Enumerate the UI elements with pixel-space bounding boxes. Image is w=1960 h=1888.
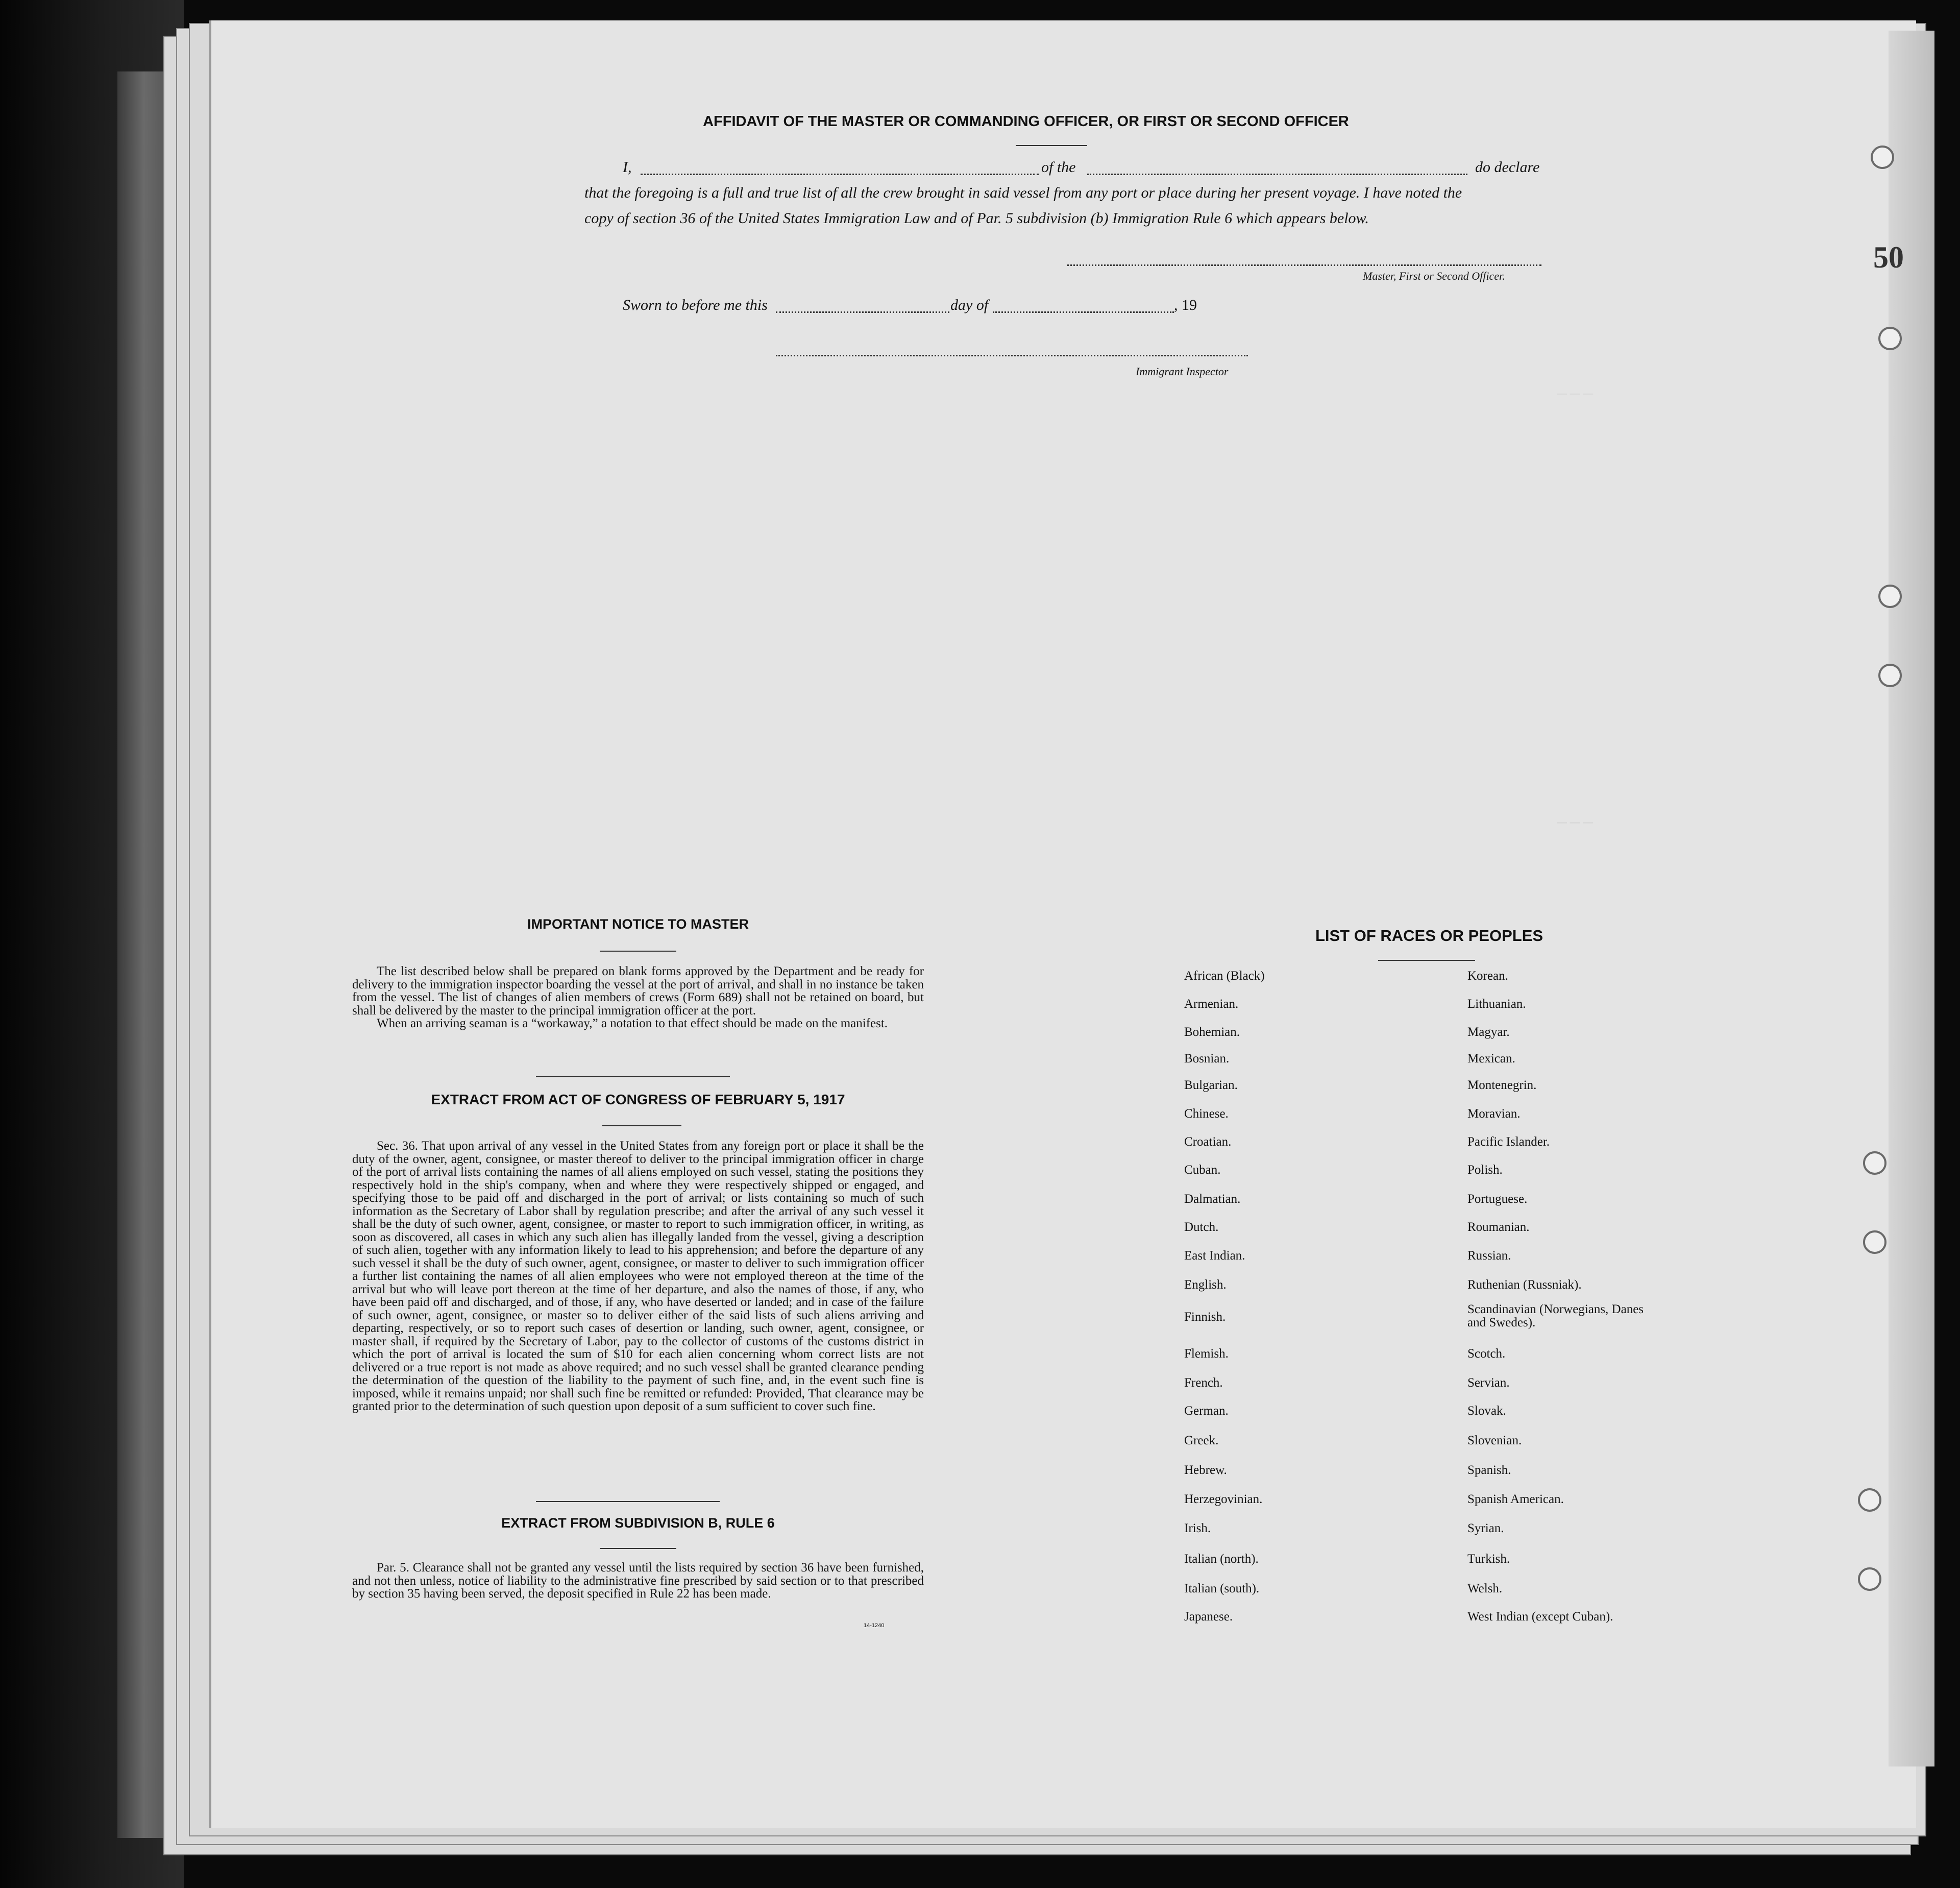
- punch-hole: [1863, 1230, 1886, 1254]
- race-entry: Japanese.: [1184, 1610, 1233, 1624]
- sworn-month-line[interactable]: [993, 311, 1174, 313]
- divider: [536, 1501, 720, 1502]
- race-entry: Hebrew.: [1184, 1463, 1227, 1477]
- races-right-column: [1467, 969, 1723, 1633]
- race-entry: Greek.: [1184, 1434, 1219, 1447]
- act-extract-title: EXTRACT FROM ACT OF CONGRESS OF FEBRUARY 5, 1917: [431, 1092, 845, 1107]
- race-entry: Pacific Islander.: [1467, 1135, 1550, 1149]
- punch-hole: [1878, 664, 1902, 687]
- bleed-through-mark: — — —: [1557, 817, 1594, 828]
- race-entry: Armenian.: [1184, 997, 1239, 1011]
- form-code: 14-1240: [864, 1623, 885, 1629]
- rule-extract-title: EXTRACT FROM SUBDIVISION B, RULE 6: [501, 1515, 775, 1531]
- punch-hole: [1878, 327, 1902, 350]
- race-entry: German.: [1184, 1404, 1229, 1418]
- race-entry: Magyar.: [1467, 1025, 1510, 1039]
- race-entry: Roumanian.: [1467, 1220, 1530, 1234]
- notice-title: IMPORTANT NOTICE TO MASTER: [527, 916, 749, 932]
- affidavit-text-line-3: copy of section 36 of the United States Immigration Law and of Par. 5 subdivision (b) Immigration Rule 6 which appears below.: [584, 210, 1369, 227]
- inspector-caption: Immigrant Inspector: [1136, 365, 1229, 378]
- margin-page-number: 50: [1873, 240, 1904, 274]
- page-fold: [1889, 31, 1934, 1766]
- rule-paragraph-5-text: Par. 5. Clearance shall not be granted any vessel until the lists required by section 36 have been furnished, and not then unless, notice of liability to the administrative fine prescribed by said section or to that prescribed by section 35 having been served, the deposit specified in Rule 22 has been made.: [352, 1561, 924, 1601]
- affidavit-do-declare-label: do declare: [1475, 159, 1540, 176]
- sworn-year-label: , 19: [1174, 297, 1197, 313]
- race-entry: Irish.: [1184, 1521, 1211, 1535]
- race-entry: Ruthenian (Russniak).: [1467, 1278, 1582, 1292]
- race-entry: French.: [1184, 1376, 1223, 1390]
- races-title: LIST OF RACES OR PEOPLES: [1315, 927, 1544, 945]
- race-entry: Dutch.: [1184, 1220, 1219, 1234]
- affidavit-of-the-label: of the: [1041, 159, 1076, 176]
- name-field-line[interactable]: [641, 174, 1039, 175]
- race-entry: Italian (north).: [1184, 1552, 1259, 1566]
- race-entry: Polish.: [1467, 1163, 1503, 1177]
- race-entry: Syrian.: [1467, 1521, 1504, 1535]
- punch-hole: [1871, 146, 1894, 169]
- sworn-day-of-label: day of: [950, 297, 989, 313]
- race-entry: Mexican.: [1467, 1052, 1515, 1066]
- divider: [600, 1548, 676, 1549]
- race-entry: Korean.: [1467, 969, 1508, 983]
- divider: [1378, 960, 1475, 961]
- race-entry: Flemish.: [1184, 1347, 1229, 1361]
- race-entry: Croatian.: [1184, 1135, 1232, 1149]
- race-entry: Bosnian.: [1184, 1052, 1230, 1066]
- race-entry: Herzegovinian.: [1184, 1492, 1263, 1506]
- race-entry: Cuban.: [1184, 1163, 1221, 1177]
- race-entry: Montenegrin.: [1467, 1078, 1537, 1092]
- punch-hole: [1878, 585, 1902, 608]
- race-entry: Bohemian.: [1184, 1025, 1240, 1039]
- punch-hole: [1858, 1488, 1881, 1512]
- divider: [602, 1125, 681, 1126]
- race-entry: Italian (south).: [1184, 1582, 1260, 1595]
- race-entry: Slovak.: [1467, 1404, 1506, 1418]
- race-entry: Slovenian.: [1467, 1434, 1522, 1447]
- affidavit-i-label: I,: [623, 159, 632, 176]
- divider: [536, 1076, 730, 1077]
- notice-body: [352, 965, 924, 1030]
- race-entry: English.: [1184, 1278, 1227, 1292]
- race-entry: African (Black): [1184, 969, 1265, 983]
- sworn-day-line[interactable]: [776, 311, 949, 313]
- race-entry: Moravian.: [1467, 1107, 1521, 1121]
- punch-hole: [1858, 1567, 1881, 1591]
- race-entry: Russian.: [1467, 1249, 1511, 1263]
- divider: [1016, 145, 1087, 146]
- master-signature-line[interactable]: [1067, 264, 1541, 266]
- affidavit-text-line-2: that the foregoing is a full and true list of all the crew brought in said vessel from any port or place during her present voyage. I have noted the: [584, 184, 1462, 201]
- race-entry: Spanish American.: [1467, 1492, 1564, 1506]
- rule-extract-body: [352, 1561, 924, 1601]
- race-entry: East Indian.: [1184, 1249, 1245, 1263]
- race-entry: Finnish.: [1184, 1310, 1226, 1324]
- race-entry: Bulgarian.: [1184, 1078, 1238, 1092]
- master-signature-caption: Master, First or Second Officer.: [1363, 270, 1505, 282]
- race-entry: Chinese.: [1184, 1107, 1229, 1121]
- race-entry: Scotch.: [1467, 1347, 1506, 1361]
- notice-paragraph: When an arriving seaman is a “workaway,” a notation to that effect should be made on the manifest.: [377, 1016, 888, 1030]
- race-entry: Turkish.: [1467, 1552, 1510, 1566]
- act-extract-body: [352, 1140, 924, 1413]
- punch-hole: [1863, 1151, 1886, 1175]
- race-entry: Spanish.: [1467, 1463, 1511, 1477]
- race-entry: Lithuanian.: [1467, 997, 1526, 1011]
- races-left-column: [1184, 969, 1439, 1633]
- race-entry: Dalmatian.: [1184, 1192, 1241, 1206]
- race-entry: Servian.: [1467, 1376, 1510, 1390]
- vessel-field-line[interactable]: [1087, 174, 1467, 175]
- race-entry: Portuguese.: [1467, 1192, 1528, 1206]
- race-entry: West Indian (except Cuban).: [1467, 1610, 1613, 1624]
- notice-paragraph: The list described below shall be prepared on blank forms approved by the Department and be ready for delivery to the immigration inspector boarding the vessel at the port of arrival, and shall in no instance be taken from the vessel. The list of changes of alien members of crews (Form 689) shall not be retained on board, but shall be delivered by the master to the principal immigration officer at the port.: [352, 964, 924, 1018]
- race-entry: Welsh.: [1467, 1582, 1503, 1595]
- act-section-36-text: Sec. 36. That upon arrival of any vessel in the United States from any foreign port or place it shall be the duty of the owner, agent, consignee, or master thereof to deliver to the principal immigration officer in charge of the port of arrival lists containing the names of all aliens employed on such vessel, stating the positions they respectively hold in the ship's company, when and where they were respectively shipped or engaged, and specifying those to be paid off and discharged in the port of arrival; or lists containing so much of such information as the Secretary of Labor shall by regulation prescribe; and after the arrival of any such vessel it shall be the duty of such owner, agent, consignee, or master to report to such immigration officer, in writing, as soon as discovered, all cases in which any such alien has illegally landed from the vessel, giving a description of such alien, together with any information likely to lead to his apprehension; and before the departure of any such vessel it shall be the duty of such owner, agent, consignee, or master to deliver to such immigration officer a further list containing the names of all alien employees who were not employed thereon at the time of the arrival but who will leave port thereon at the time of her departure, and also the names of those, if any, who have been paid off and discharged, and of those, if any, who have deserted or landed; and in case of the failure of such owner, agent, consignee, or master so to deliver either of the said lists of such aliens arriving and departing, respectively, or so to report such cases of desertion or landing, such owner, agent, consignee, or master shall, if required by the Secretary of Labor, pay to the collector of customs of the customs district in which the port of arrival is located the sum of $10 for each alien concerning whom correct lists are not delivered or a true report is not made as above required; and no such vessel shall be granted clearance pending the determination of the question of the liability to the payment of such fine, and, in the event such fine is imposed, while it remains unpaid; nor shall such fine be remitted or refunded: Provided, That clearance may be granted prior to the determination of such question upon deposit of a sum sufficient to cover such fine.: [352, 1139, 924, 1413]
- race-entry: Scandinavian (Norwegians, Danes and Swedes).: [1467, 1302, 1644, 1329]
- inspector-signature-line[interactable]: [776, 355, 1248, 356]
- divider: [600, 951, 676, 952]
- affidavit-title: AFFIDAVIT OF THE MASTER OR COMMANDING OFFICER, OR FIRST OR SECOND OFFICER: [703, 113, 1349, 130]
- bleed-through-mark: — — —: [1557, 388, 1594, 399]
- sworn-label: Sworn to before me this: [623, 297, 768, 313]
